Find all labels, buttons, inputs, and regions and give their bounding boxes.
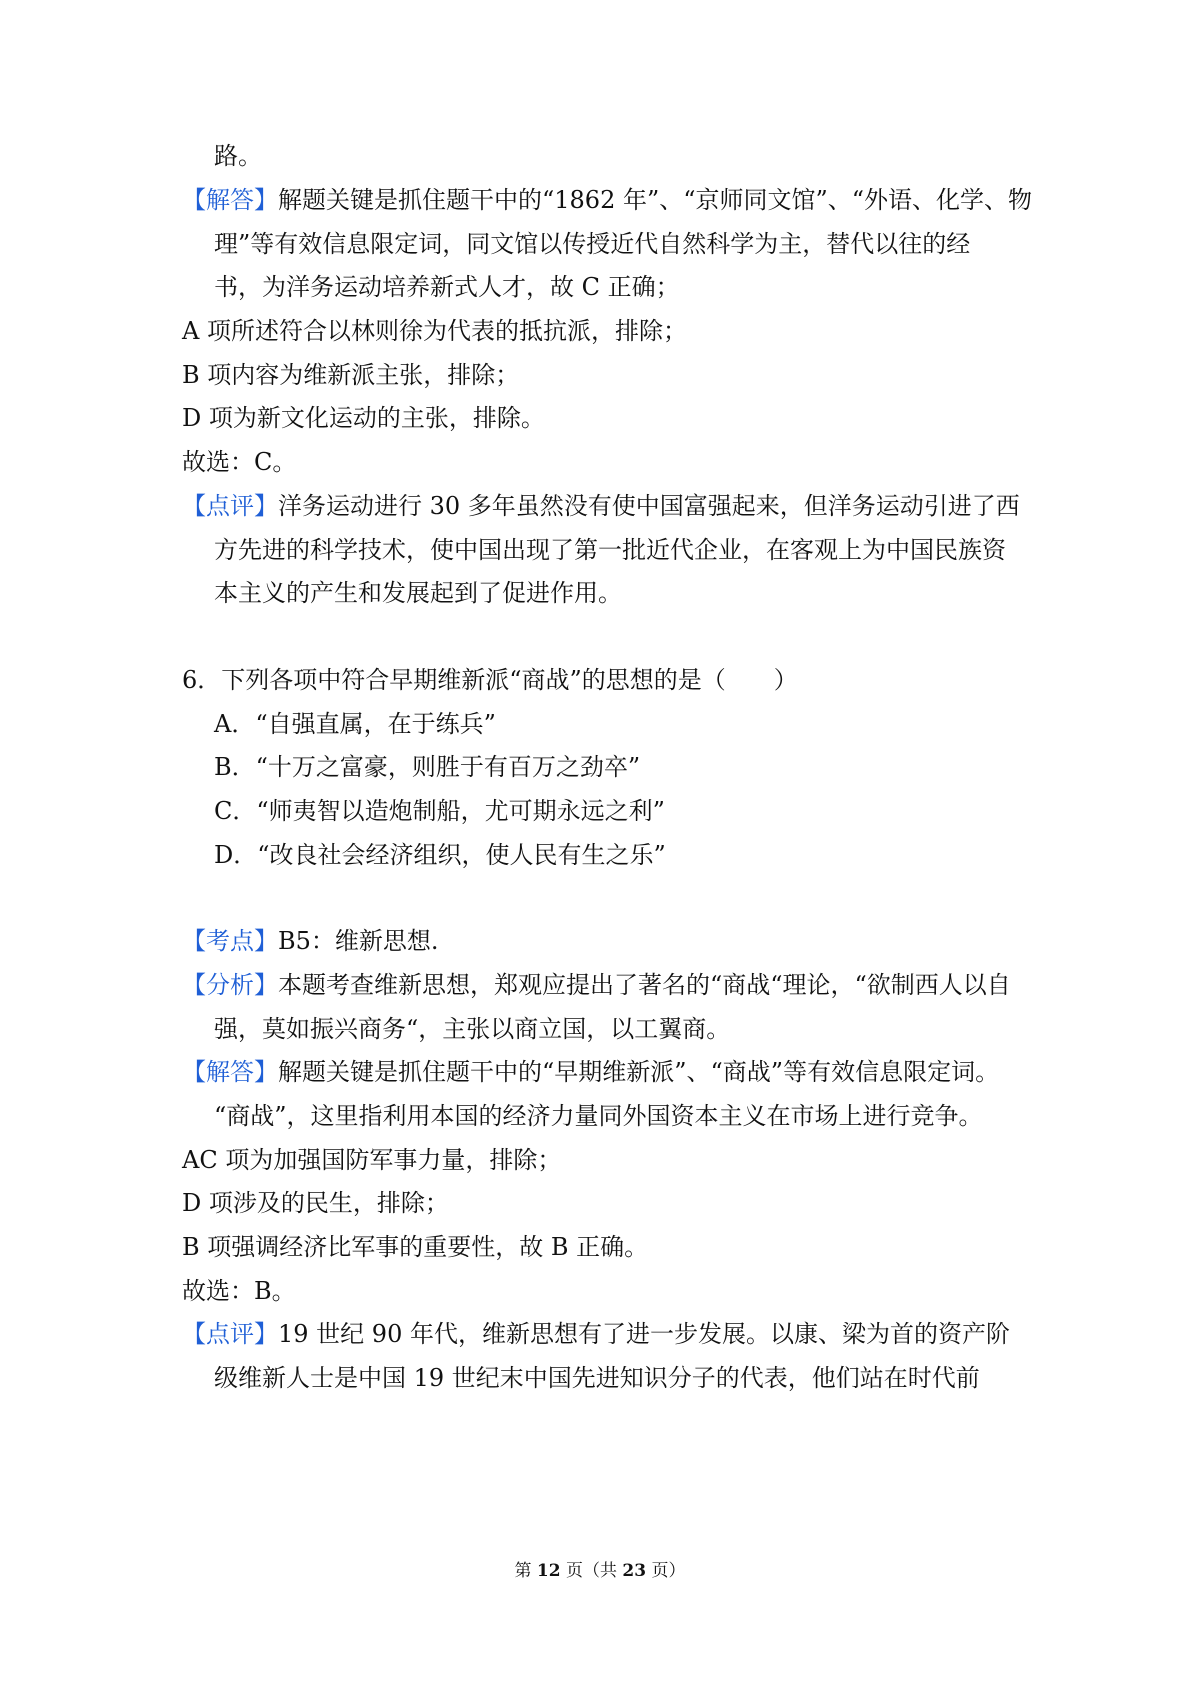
point-tag: 【考点】 — [182, 927, 278, 955]
prev-extra-line-2: B 项内容为维新派主张，排除； — [182, 361, 520, 389]
review-tag: 【点评】 — [182, 492, 278, 520]
choice-line: 故选：B。 — [182, 1277, 296, 1305]
answer-line-2: “商战”，这里指利用本国的经济力量同外国资本主义在市场上进行竞争。 — [214, 1102, 983, 1130]
page-number: 12 — [536, 1561, 561, 1581]
review-tag: 【点评】 — [182, 1320, 278, 1348]
prev-answer-line-3: 书，为洋务运动培养新式人才，故 C 正确； — [214, 273, 680, 301]
extra-line-1: AC 项为加强国防军事力量，排除； — [182, 1146, 562, 1174]
prev-choice-line: 故选：C。 — [182, 448, 297, 476]
answer-tag: 【解答】 — [182, 1058, 278, 1086]
point-line: 【考点】B5：维新思想. — [182, 927, 439, 955]
prev-review-line-1: 【点评】洋务运动进行 30 多年虽然没有使中国富强起来，但洋务运动引进了西 — [182, 492, 1020, 520]
extra-line-3: B 项强调经济比军事的重要性，故 B 正确。 — [182, 1233, 649, 1261]
option-d: D．“改良社会经济组织，使人民有生之乐” — [214, 841, 666, 869]
total-pages: 23 — [622, 1561, 647, 1581]
prev-review-line-3: 本主义的产生和发展起到了促进作用。 — [214, 579, 622, 607]
review-line-2: 级维新人士是中国 19 世纪末中国先进知识分子的代表，他们站在时代前 — [214, 1364, 980, 1392]
page-footer: 第 12 页（共 23 页） — [514, 1561, 686, 1581]
prev-tail-text: 路。 — [214, 142, 262, 170]
prev-review-line-2: 方先进的科学技术，使中国出现了第一批近代企业，在客观上为中国民族资 — [214, 536, 1006, 564]
option-c: C．“师夷智以造炮制船，尤可期永远之利” — [214, 797, 665, 825]
prev-answer-line-1: 【解答】解题关键是抓住题干中的“1862 年”、“京师同文馆”、“外语、化学、物 — [182, 186, 1033, 214]
extra-line-2: D 项涉及的民生，排除； — [182, 1189, 449, 1217]
question-6-stem: 6．下列各项中符合早期维新派“商战”的思想的是（ ） — [182, 666, 798, 694]
prev-answer-line-2: 理”等有效信息限定词，同文馆以传授近代自然科学为主，替代以往的经 — [214, 230, 971, 258]
option-a: A．“自强直属，在于练兵” — [214, 710, 496, 738]
analysis-line-1: 【分析】本题考查维新思想，郑观应提出了著名的“商战“理论，“欲制西人以自 — [182, 971, 1011, 999]
answer-tag: 【解答】 — [182, 186, 278, 214]
prev-extra-line-1: A 项所述符合以林则徐为代表的抵抗派，排除； — [182, 317, 687, 345]
answer-line-1: 【解答】解题关键是抓住题干中的“早期维新派”、“商战”等有效信息限定词。 — [182, 1058, 1000, 1086]
analysis-tag: 【分析】 — [182, 971, 278, 999]
review-line-1: 【点评】19 世纪 90 年代，维新思想有了进一步发展。以康、梁为首的资产阶 — [182, 1320, 1010, 1348]
prev-extra-line-3: D 项为新文化运动的主张，排除。 — [182, 404, 545, 432]
analysis-line-2: 强，莫如振兴商务“，主张以商立国，以工翼商。 — [214, 1015, 731, 1043]
option-b: B．“十万之富豪，则胜于有百万之劲卒” — [214, 753, 641, 781]
